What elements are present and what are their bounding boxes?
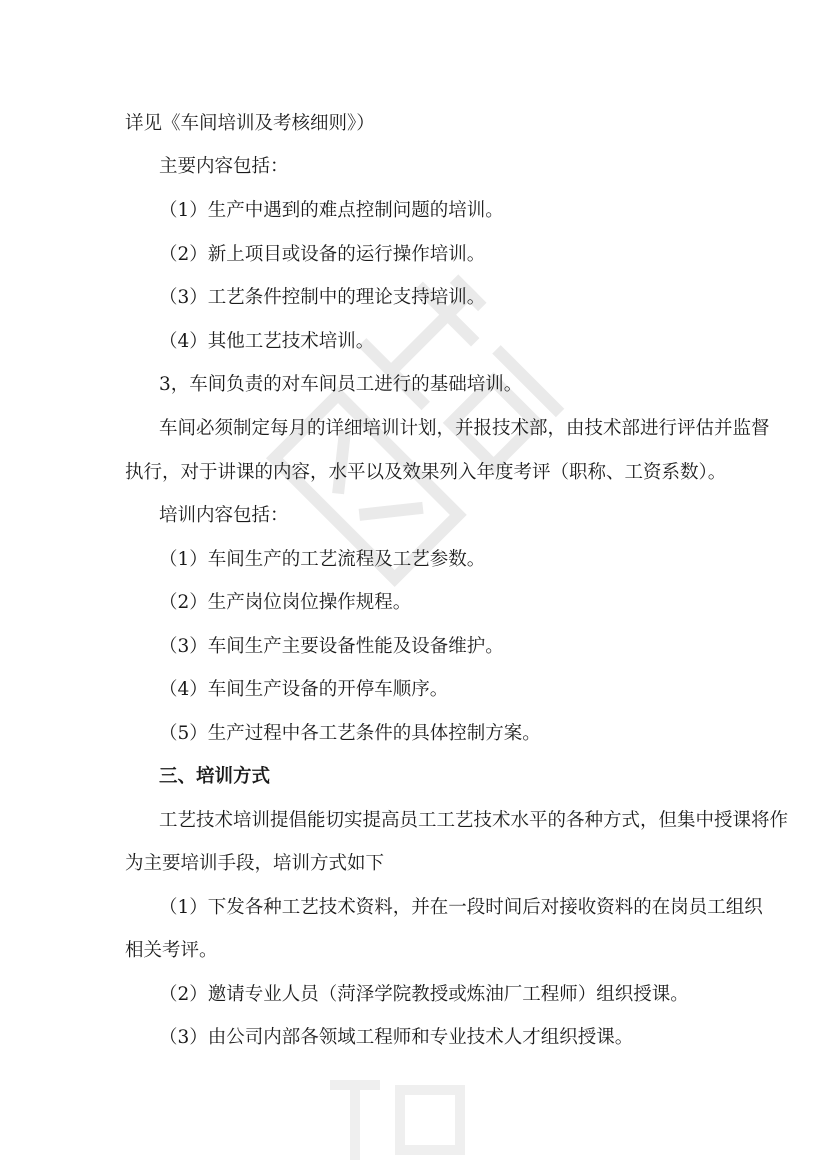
list-item: （2）新上项目或设备的运行操作培训。	[159, 244, 486, 265]
list-item: （1）车间生产的工艺流程及工艺参数。	[159, 549, 486, 570]
list-item: （2）生产岗位岗位操作规程。	[159, 592, 412, 613]
list-item: （4）车间生产设备的开停车顺序。	[159, 679, 449, 700]
paragraph-line: 执行，对于讲课的内容，水平以及效果列入年度考评（职称、工资系数）。	[125, 462, 727, 483]
watermark-logo-bottom	[320, 1070, 500, 1174]
text-line: 详见《车间培训及考核细则》）	[125, 113, 375, 134]
list-item: （3）工艺条件控制中的理论支持培训。	[159, 287, 486, 308]
paragraph-line: 车间必须制定每月的详细培训计划，并报技术部，由技术部进行评估并监督	[159, 418, 770, 439]
list-item: （2）邀请专业人员（菏泽学院教授或炼油厂工程师）组织授课。	[159, 984, 689, 1005]
section-heading: 三、培训方式	[159, 766, 271, 787]
text-line: 培训内容包括：	[159, 505, 289, 526]
list-item: （1）生产中遇到的难点控制问题的培训。	[159, 200, 504, 221]
list-item: （1）下发各种工艺技术资料，并在一段时间后对接收资料的在岗员工组织	[159, 897, 763, 918]
list-item: （5）生产过程中各工艺条件的具体控制方案。	[159, 723, 541, 744]
text-line: 3，车间负责的对车间员工进行的基础培训。	[159, 374, 523, 395]
paragraph-line: 为主要培训手段，培训方式如下	[125, 853, 385, 874]
list-item: （3）车间生产主要设备性能及设备维护。	[159, 636, 504, 657]
list-item: （4）其他工艺技术培训。	[159, 331, 375, 352]
text-line: 主要内容包括：	[159, 156, 289, 177]
list-item: （3）由公司内部各领域工程师和专业技术人才组织授课。	[159, 1027, 634, 1048]
paragraph-line: 工艺技术培训提倡能切实提高员工工艺技术水平的各种方式，但集中授课将作	[159, 810, 789, 831]
list-item-continuation: 相关考评。	[125, 940, 218, 961]
